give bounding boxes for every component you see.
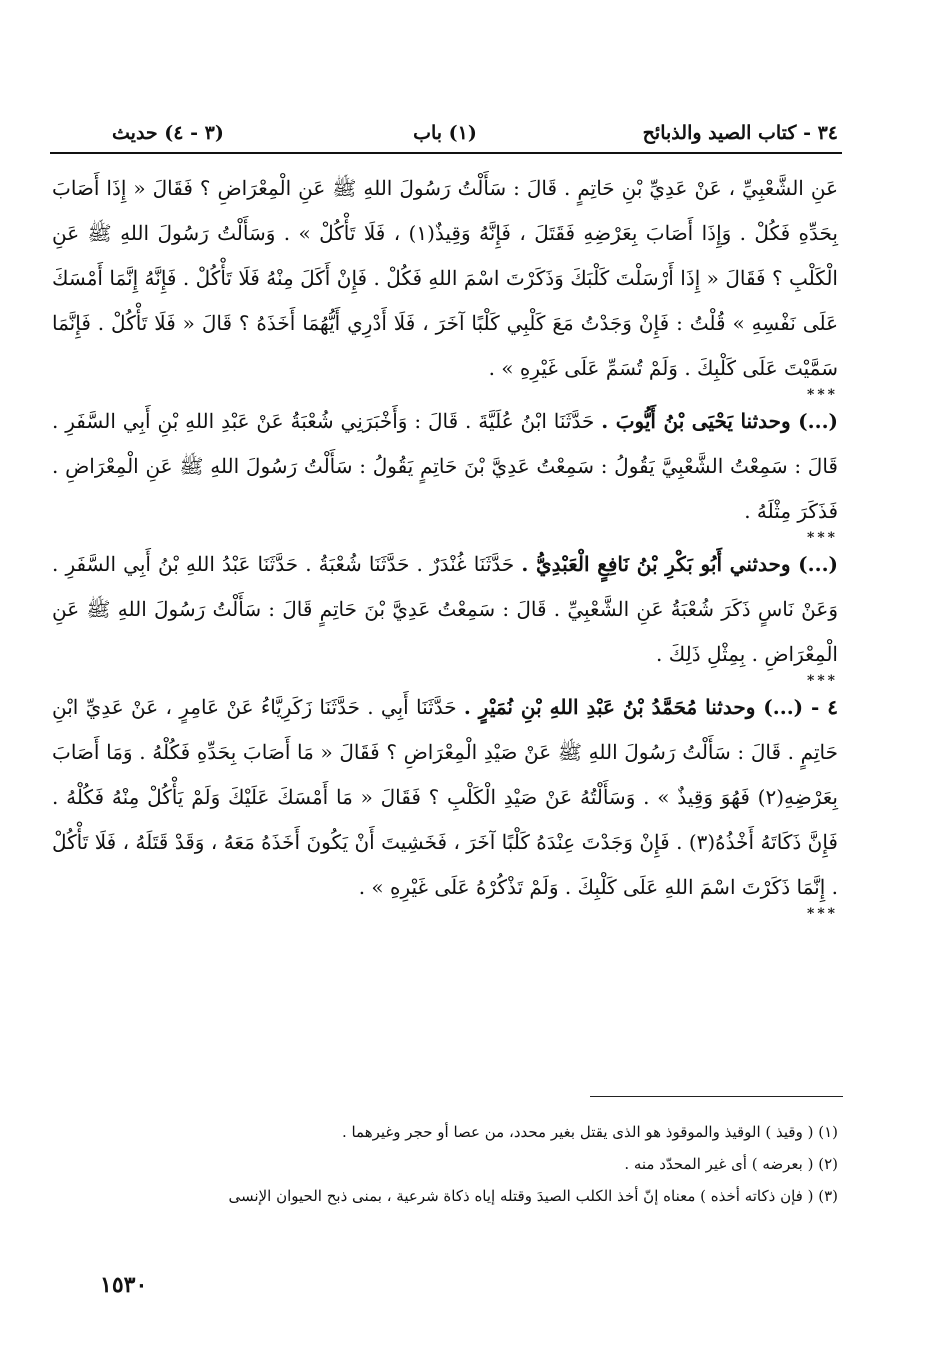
running-header: [52, 118, 838, 152]
hadith-paragraph-1: [52, 166, 838, 391]
section-separator: ***: [807, 673, 838, 689]
hadith-paragraph-4: [52, 685, 838, 910]
hadith-paragraph-3: [52, 542, 838, 677]
footnote-divider: [590, 1096, 843, 1097]
isnad-lead: (...) وحدثني أَبُو بَكْرِ بْنُ نَافِعٍ الْعَبْدِيُّ .: [521, 552, 838, 576]
header-hadith-number: (٣ - ٤) حديث: [112, 122, 224, 144]
footnotes: [52, 1116, 838, 1212]
header-book-title: ٣٤ - كتاب الصيد والذبائح: [642, 122, 838, 144]
hadith-paragraph-2: [52, 399, 838, 534]
main-text: [52, 166, 839, 922]
section-separator: ***: [807, 530, 838, 546]
page-number: ١٥٣٠: [100, 1272, 148, 1298]
footnote-2: (٢) ( بعرضه ) أى غير المحدّد منه .: [624, 1155, 838, 1173]
header-divider: [50, 152, 842, 154]
section-separator: ***: [807, 387, 838, 403]
footnote-1: (١) ( وقيذ ) الوقيذ والموقوذ هو الذى يقتل بغير محدد، من عصا أو حجر وغيرهما .: [341, 1123, 838, 1141]
paragraph-text: عَنِ الشَّعْبِيِّ ، عَنْ عَدِيِّ بْنِ حَاتِمٍ . قَالَ : سَأَلْتُ رَسُولَ اللهِ ﷺ عَنِ الْمِعْرَاضِ ؟ فَقَالَ « إِذَا أَصَابَ بِحَدِّهِ فَكُلْ . وَإِذَا أَصَابَ بِعَرْضِهِ فَقَتَلَ ، فَإِنَّهُ وَقِيذٌ(١) ، فَلَا تَأْكُلْ » . وَسَأَلْتُ رَسُولَ اللهِ ﷺ عَنِ الْكَلْبِ ؟ فَقَالَ « إِذَا أَرْسَلْتَ كَلْبَكَ وَذَكَرْتَ اسْمَ اللهِ فَكُلْ . فَإِنْ أَكَلَ مِنْهُ فَلَا تَأْكُلْ . فَإِنَّهُ إِنَّمَا أَمْسَكَ عَلَى نَفْسِهِ » قُلْتُ : فَإِنْ وَجَدْتُ مَعَ كَلْبِي كَلْبًا آخَرَ ، فَلَا أَدْرِي أَيُّهُمَا أَخَذَهُ ؟ قَالَ « فَلَا تَأْكُلْ . فَإِنَّمَا سَمَّيْتَ عَلَى كَلْبِكَ . وَلَمْ تُسَمِّ عَلَى غَيْرِهِ » .: [52, 176, 839, 380]
isnad-lead: (...) وحدثنا يَحْيَى بْنُ أَيُّوبَ .: [601, 409, 838, 433]
section-separator: ***: [807, 906, 838, 922]
paragraph-text: حَدَّثَنَا أَبِي . حَدَّثَنَا زَكَرِيَّاءُ عَنْ عَامِرٍ ، عَنْ عَدِيِّ ابْنِ حَاتِمٍ . قَالَ : سَأَلْتُ رَسُولَ اللهِ ﷺ عَنْ صَيْدِ الْمِعْرَاضِ ؟ فَقَالَ « مَا أَصَابَ بِحَدِّهِ فَكُلْهُ . وَمَا أَصَابَ بِعَرْضِهِ(٢) فَهُوَ وَقِيذٌ » . وَسَأَلْتُهُ عَنْ صَيْدِ الْكَلْبِ ؟ فَقَالَ « مَا أَمْسَكَ عَلَيْكَ وَلَمْ يَأْكُلْ مِنْهُ فَكُلْهُ . فَإِنَّ ذَكَاتَهُ أَخْذُهُ(٣) . فَإِنْ وَجَدْتَ عِنْدَهُ كَلْبًا آخَرَ ، فَخَشِيتَ أَنْ يَكُونَ أَخَذَهُ مَعَهُ ، وَقَدْ قَتَلَهُ ، فَلَا تَأْكُلْ . إِنَّمَا ذَكَرْتَ اسْمَ اللهِ عَلَى كَلْبِكَ . وَلَمْ تَذْكُرْهُ عَلَى غَيْرِهِ » .: [52, 695, 838, 899]
header-chapter: (١) باب: [413, 122, 477, 144]
paragraph-text: حَدَّثَنَا ابْنُ عُلَيَّةَ . قَالَ : وَأَخْبَرَنِي شُعْبَةُ عَنْ عَبْدِ اللهِ بْنِ أَبِي السَّفَرِ . قَالَ : سَمِعْتُ الشَّعْبِيَّ يَقُولُ : سَمِعْتُ عَدِيَّ بْنَ حَاتِمٍ يَقُولُ : سَأَلْتُ رَسُولَ اللهِ ﷺ عَنِ الْمِعْرَاضِ . فَذَكَرَ مِثْلَهُ .: [52, 409, 838, 523]
isnad-lead: ٤ - (...) وحدثنا مُحَمَّدُ بْنُ عَبْدِ اللهِ بْنِ نُمَيْرٍ .: [463, 695, 838, 719]
paragraph-text: حَدَّثَنَا غُنْدَرٌ . حَدَّثَنَا شُعْبَةُ . حَدَّثَنَا عَبْدُ اللهِ بْنُ أَبِي السَّفَرِ . وَعَنْ نَاسٍ ذَكَرَ شُعْبَةُ عَنِ الشَّعْبِيِّ . قَالَ : سَمِعْتُ عَدِيَّ بْنَ حَاتِمٍ قَالَ : سَأَلْتُ رَسُولَ اللهِ ﷺ عَنِ الْمِعْرَاضِ . بِمِثْلِ ذَلِكَ .: [52, 552, 838, 666]
footnote-3: (٣) ( فإن ذكاته أخذه ) معناه إنّ أخذ الكلب الصيدَ وقتله إياه ذكاة شرعية ، بمنى ذبح الحيوان الإنسى: [228, 1187, 838, 1205]
